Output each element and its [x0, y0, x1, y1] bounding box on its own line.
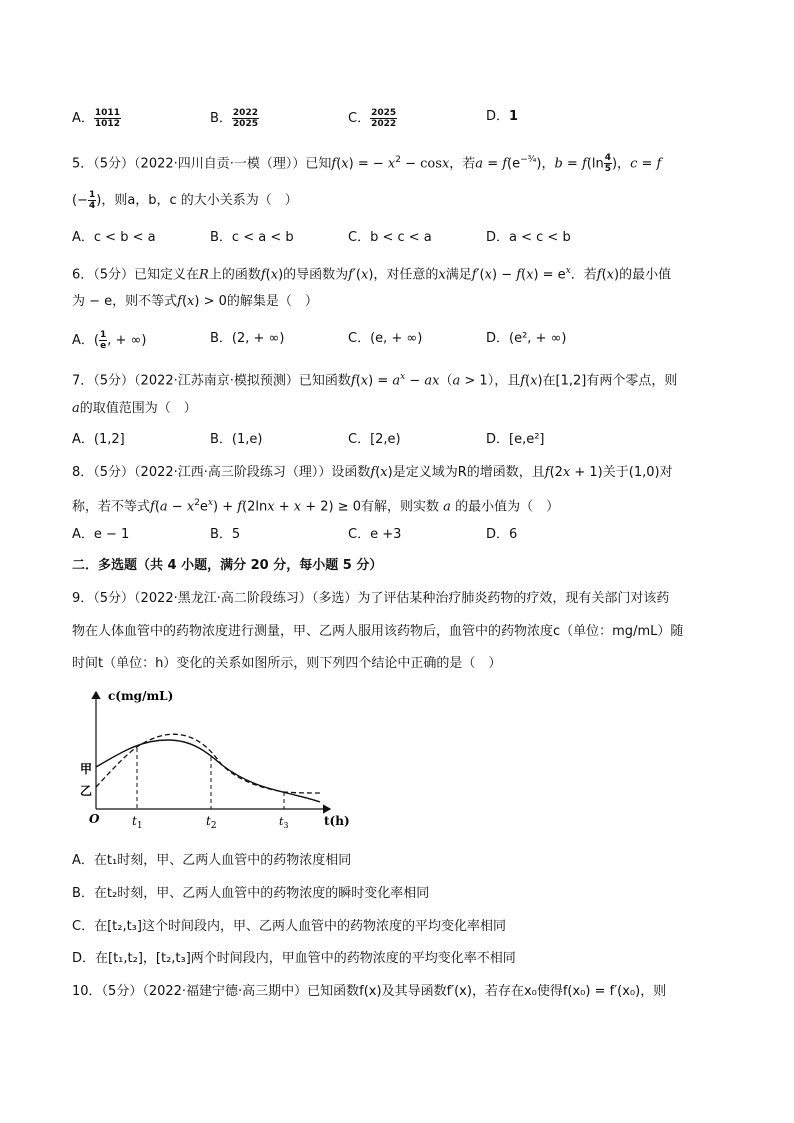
- q7-option-b: B．(1,e): [210, 432, 263, 447]
- q9-line1: 9．（5分）（2022·黑龙江·高二阶段练习）（多选）为了评估某种治疗肺炎药物的疗效，现有关部门对该药: [72, 591, 670, 606]
- q4-option-c: C． $\frac{2025}{2022}$: [348, 108, 397, 129]
- q8-line1: 8．（5分）（2022·江西·高三阶段练习（理））设函数f(x)是定义域为R的增函数，且f(2x + 1)关于(1,0)对: [72, 465, 673, 480]
- q4-option-d: D．1: [486, 109, 519, 124]
- q6-line1: 6．（5分）已知定义在R上的函数f(x)的导函数为f′(x)，对任意的x满足$f'(x) - f(x) = e^x$．若f(x)的最小值: [72, 266, 672, 283]
- q8-option-a: A．e − 1: [72, 527, 130, 542]
- q7-line1: 7．（5分）（2022·江苏南京·模拟预测）已知函数$f(x) = a^x - ax(a > 1)$，且f(x)在[1,2]有两个零点，则: [72, 372, 678, 389]
- q7-option-c: C．[2,e): [348, 432, 401, 447]
- q5-option-c: C．b < c < a: [348, 230, 432, 245]
- q8-option-b: B．5: [210, 527, 241, 542]
- q5-option-d: D．a < c < b: [486, 230, 571, 245]
- q9-line2: 物在人体血管中的药物浓度进行测量，甲、乙两人服用该药物后，血管中的药物浓度c（单位：mg/mL）随: [72, 624, 684, 639]
- q9-option-c: C．在[t₂,t₃]这个时间段内，甲、乙两人血管中的药物浓度的平均变化率相同: [72, 919, 506, 934]
- q7-line2: a的取值范围为（ ）: [72, 401, 197, 416]
- tick-t3: $t_3$: [279, 815, 289, 830]
- q5-option-a: A．c < b < a: [72, 230, 156, 245]
- label-yi: 乙: [80, 784, 93, 798]
- x-axis-label: t(h): [324, 814, 350, 828]
- q9-option-d: D．在[t₁,t₂]，[t₂,t₃]两个时间段内，甲血管中的药物浓度的平均变化率不相同: [72, 951, 516, 966]
- section2-title: 二．多选题（共 4 小题，满分 20 分，每小题 5 分）: [72, 558, 383, 573]
- q8-line2: 称，若不等式$f(a - x^2e^x) + f(2\ln x + x + 2) \ge 0$有解，则实数 a 的最小值为（ ）: [72, 498, 560, 515]
- q6-line2: 为 − e，则不等式f(x) > 0的解集是（ ）: [72, 294, 318, 309]
- q9-option-a: A．在t₁时刻，甲、乙两人血管中的药物浓度相同: [72, 853, 352, 868]
- q6-option-a: A．( $\frac{1}{e}$ , + ∞): [72, 330, 147, 351]
- origin-label: O: [89, 812, 100, 826]
- q5-line2: (− $\frac{1}{4}$ )，则a，b，c 的大小关系为（ ）: [72, 190, 298, 211]
- q7-option-a: A．(1,2]: [72, 432, 125, 447]
- concentration-graph: [72, 682, 362, 832]
- q9-option-b: B．在t₂时刻，甲、乙两人血管中的药物浓度的瞬时变化率相同: [72, 886, 430, 901]
- q10-line1: 10．（5分）（2022·福建宁德·高三期中）已知函数f(x)及其导函数f′(x)，若存在x₀使得f(x₀) = f′(x₀)，则: [72, 984, 667, 999]
- q4-option-a: A． $\frac{1011}{1012}$: [72, 108, 120, 129]
- curve-yi: [96, 734, 320, 793]
- q6-option-d: D．(e², + ∞): [486, 331, 567, 346]
- q5-line1: 5．（5分）（2022·四川自贡·一模（理））已知f(x) = − $x^2 - \cos x$，若$a = f(e^{-\frac{3}{4}})$，b = f(ln $\frac{4}{5}$ )，c = f: [72, 153, 662, 175]
- tick-t2: $t_2$: [206, 814, 217, 831]
- tick-t1: $t_1$: [132, 814, 143, 831]
- q4-option-b: B． $\frac{2022}{2025}$: [210, 108, 258, 129]
- q5-option-b: B．c < a < b: [210, 230, 294, 245]
- q6-option-c: C．(e, + ∞): [348, 331, 423, 346]
- y-axis-label: c(mg/mL): [108, 689, 174, 703]
- q9-line3: 时间t（单位：h）变化的关系如图所示，则下列四个结论中正确的是（ ）: [72, 656, 502, 671]
- q7-option-d: D．[e,e²]: [486, 432, 545, 447]
- q6-option-b: B．(2, + ∞): [210, 331, 285, 346]
- q8-option-c: C．e +3: [348, 527, 402, 542]
- q8-option-d: D．6: [486, 527, 518, 542]
- label-jia: 甲: [80, 762, 93, 776]
